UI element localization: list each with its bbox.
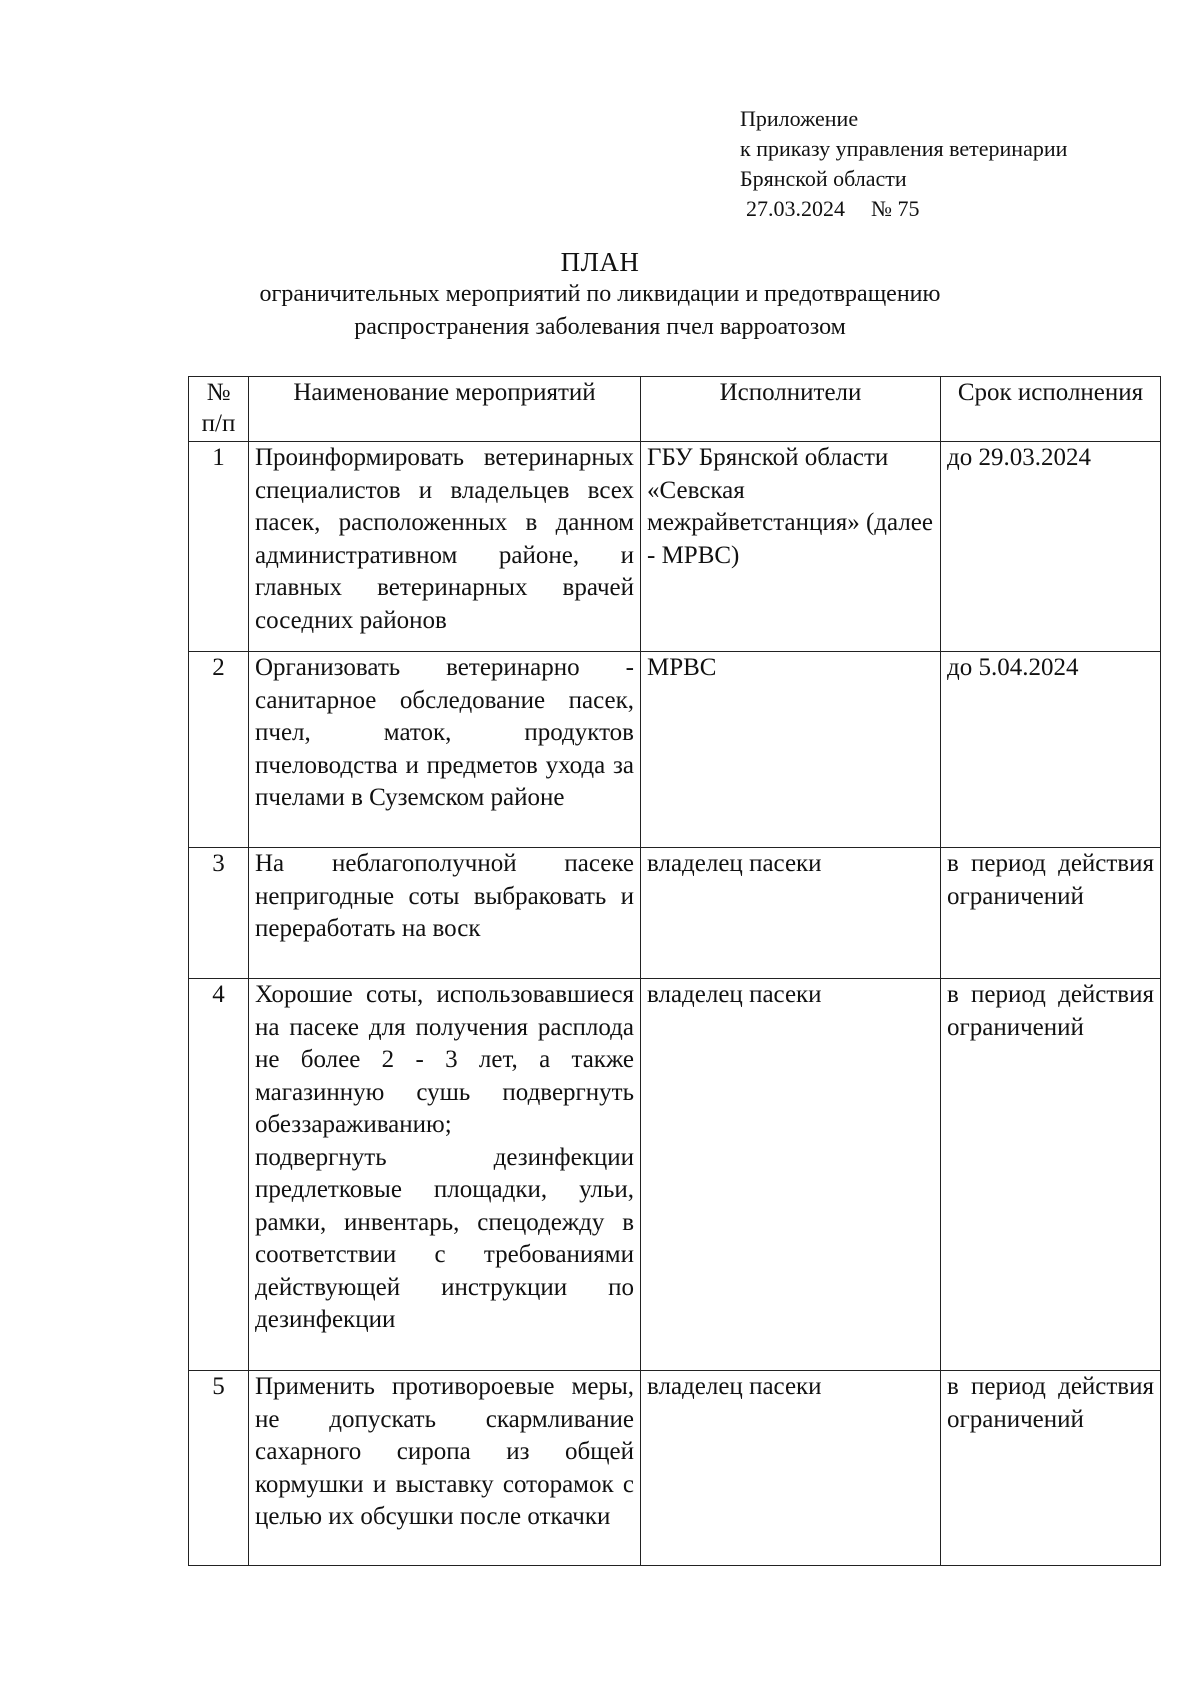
row-num: 2 <box>189 652 249 848</box>
table-row <box>189 1371 1161 1566</box>
attachment-header <box>740 104 1067 224</box>
row-action-part-1: Хорошие соты, использовавшиеся на пасеке для получения расплода не более 2 - 3 лет, а также магазинную сушь подвергнуть обеззараживанию; <box>255 981 634 1138</box>
row-executor: владелец пасеки <box>641 979 941 1371</box>
attachment-line-1: Приложение <box>740 106 859 131</box>
order-number: № 75 <box>871 196 920 221</box>
attachment-line-2: к приказу управления ветеринарии <box>740 136 1068 161</box>
table-header-row <box>189 377 1161 442</box>
row-num: 4 <box>189 979 249 1371</box>
table-row <box>189 442 1161 652</box>
header-action: Наименование мероприятий <box>249 377 641 442</box>
row-executor: ГБУ Брянской области «Севская межрайветстанция» (далее - МРВС) <box>641 442 941 652</box>
header-num: № п/п <box>189 377 249 442</box>
row-action-part-2: подвергнуть дезинфекции предлетковые площадки, ульи, рамки, инвентарь, спецодежду в соответствии с требованиями действующей инструкции по дезинфекции <box>255 1143 634 1333</box>
title-main: ПЛАН <box>560 247 640 277</box>
row-term: в период действия ограничений <box>941 979 1161 1371</box>
table-row <box>189 979 1161 1371</box>
table-row <box>189 652 1161 848</box>
row-term: в период действия ограничений <box>941 848 1161 979</box>
plan-table <box>188 376 1161 1566</box>
order-date: 27.03.2024 <box>746 196 845 221</box>
header-executor: Исполнители <box>641 377 941 442</box>
row-num: 5 <box>189 1371 249 1566</box>
row-executor: владелец пасеки <box>641 848 941 979</box>
row-action: Проинформировать ветеринарных специалистов и владельцев всех пасек, расположенных в данном административном районе, и главных ветеринарных врачей соседних районов <box>249 442 641 652</box>
row-action <box>249 979 641 1371</box>
row-executor: владелец пасеки <box>641 1371 941 1566</box>
title-sub-line-2: распространения заболевания пчел варроатозом <box>354 314 846 340</box>
attachment-line-3: Брянской области <box>740 166 907 191</box>
row-action: Применить противороевые меры, не допускать скармливание сахарного сиропа из общей кормушки и выставку сотoрамок с целью их обсушки после откачки <box>249 1371 641 1566</box>
header-term: Срок исполнения <box>941 377 1161 442</box>
row-term: до 5.04.2024 <box>941 652 1161 848</box>
document-title <box>0 246 1200 344</box>
attachment-date-line <box>740 194 1067 224</box>
row-executor: МРВС <box>641 652 941 848</box>
row-num: 3 <box>189 848 249 979</box>
row-term: до 29.03.2024 <box>941 442 1161 652</box>
row-action: На неблагополучной пасеке непригодные соты выбраковать и переработать на воск <box>249 848 641 979</box>
title-sub-line-1: ограничительных мероприятий по ликвидации и предотвращению <box>259 281 941 307</box>
row-term: в период действия ограничений <box>941 1371 1161 1566</box>
row-num: 1 <box>189 442 249 652</box>
table-row <box>189 848 1161 979</box>
row-action: Организовать ветеринарно - санитарное обследование пасек, пчел, маток, продуктов пчеловодства и предметов ухода за пчелами в Суземском районе <box>249 652 641 848</box>
